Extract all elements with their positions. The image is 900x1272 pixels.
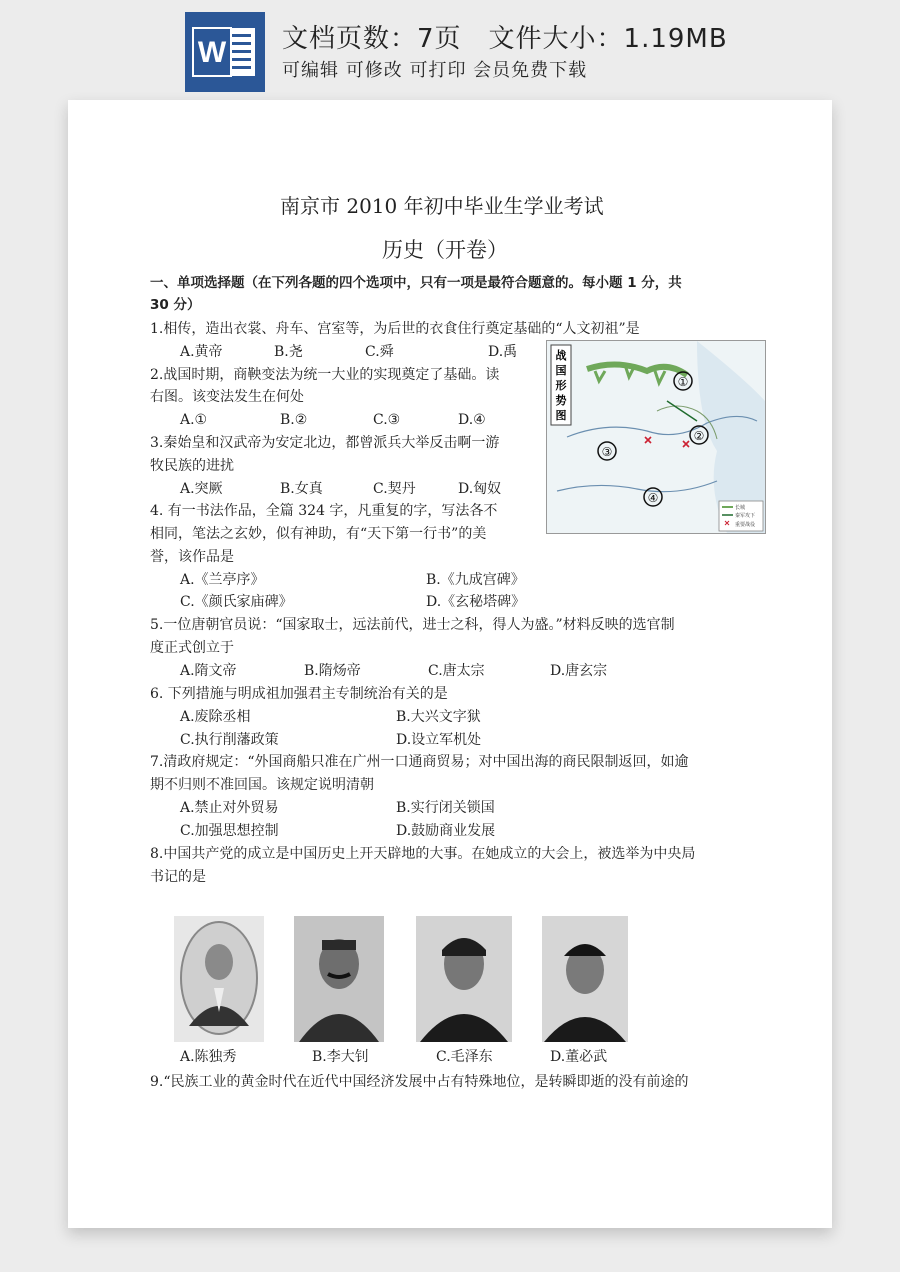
q6-option-a: A.废除丞相	[180, 709, 251, 725]
map-marker-2: ②	[693, 429, 705, 443]
section-heading: 一、单项选择题（在下列各题的四个选项中，只有一项是最符合题意的。每小题 1 分，共	[150, 275, 682, 291]
q7-option-a: A.禁止对外贸易	[180, 800, 279, 816]
document-page	[68, 100, 832, 1228]
download-banner	[0, 0, 900, 100]
word-icon-letter: W	[197, 36, 227, 69]
exam-title: 南京市 2010 年初中毕业生学业考试	[280, 194, 604, 218]
question-4-stem-end: 誉，该作品是	[150, 549, 234, 565]
question-7-stem: 7.清政府规定：“外国商船只准在广州一口通商贸易；对中国出海的商民限制返回，如逾	[150, 754, 689, 770]
portrait-chen-duxiu	[174, 916, 264, 1042]
question-6-stem: 6. 下列措施与明成祖加强君主专制统治有关的是	[150, 686, 448, 702]
section-heading-cont: 30 分）	[150, 297, 201, 313]
q2-option-d: D.④	[458, 412, 486, 428]
q4-option-a: A.《兰亭序》	[180, 572, 265, 588]
q2-option-a: A.①	[180, 412, 208, 428]
map-marker-3: ③	[601, 445, 613, 459]
question-7-stem-cont: 期不归则不准回国。该规定说明清朝	[150, 777, 374, 793]
q7-option-b: B.实行闭关锁国	[396, 800, 495, 816]
q2-option-c: C.③	[373, 412, 401, 428]
portrait-li-dazhao	[294, 916, 384, 1042]
map-legend-1: 长城	[735, 505, 746, 511]
question-2-stem-cont: 右图。该变法发生在何处	[150, 389, 304, 405]
q6-option-d: D.设立军机处	[396, 732, 482, 748]
q8-option-c: C.毛泽东	[436, 1049, 493, 1065]
question-9-stem: 9.“民族工业的黄金时代在近代中国经济发展中占有特殊地位，是转瞬即逝的没有前途的	[150, 1074, 689, 1090]
q5-option-d: D.唐玄宗	[550, 663, 608, 679]
map-title-char-3: 形	[555, 379, 567, 392]
q8-option-d: D.董必武	[550, 1049, 608, 1065]
map-title-char-4: 势	[555, 394, 567, 407]
q1-option-a: A.黄帝	[180, 344, 223, 360]
map-title-char-2: 国	[555, 364, 567, 377]
q4-option-b: B.《九成宫碑》	[426, 572, 525, 588]
q5-option-c: C.唐太宗	[428, 663, 485, 679]
portrait-mao-zedong	[416, 916, 506, 1042]
question-3-stem: 3.秦始皇和汉武帝为安定北边，都曾派兵大举反击啊一游	[150, 435, 500, 451]
map-marker-1: ①	[677, 375, 689, 389]
question-2-stem: 2.战国时期，商鞅变法为统一大业的实现奠定了基础。读	[150, 367, 500, 383]
question-4-stem: 4. 有一书法作品，全篇 324 字，凡重复的字，写法各不	[150, 503, 498, 519]
q6-option-c: C.执行削藩政策	[180, 732, 279, 748]
map-legend-2: 秦军攻下	[735, 513, 756, 519]
q1-option-d: D.禹	[488, 344, 518, 360]
q3-option-d: D.匈奴	[458, 481, 502, 497]
map-title-char-5: 图	[555, 409, 567, 422]
word-document-icon	[185, 12, 265, 92]
q7-option-c: C.加强思想控制	[180, 823, 279, 839]
q7-option-d: D.鼓励商业发展	[396, 823, 496, 839]
question-1-stem: 1.相传，造出衣裳、舟车、宫室等，为后世的衣食住行奠定基础的“人文初祖”是	[150, 321, 640, 337]
warring-states-map	[546, 340, 766, 534]
q3-option-c: C.契丹	[373, 481, 416, 497]
q6-option-b: B.大兴文字狱	[396, 709, 481, 725]
q4-option-c: C.《颜氏家庙碑》	[180, 594, 293, 610]
file-info-title: 文档页数：7页 文件大小：1.19MB	[282, 24, 728, 54]
q5-option-a: A.隋文帝	[180, 663, 237, 679]
q3-option-b: B.女真	[280, 481, 323, 497]
q8-option-a: A.陈独秀	[180, 1049, 237, 1065]
exam-subtitle: 历史（开卷）	[382, 238, 508, 262]
q1-option-b: B.尧	[274, 344, 303, 360]
q8-option-b: B.李大钊	[312, 1049, 369, 1065]
map-title-char-1: 战	[555, 349, 567, 362]
file-info-subtitle: 可编辑 可修改 可打印 会员免费下载	[282, 60, 588, 81]
q4-option-d: D.《玄秘塔碑》	[426, 594, 526, 610]
question-5-stem: 5.一位唐朝官员说：“国家取士，远法前代，进士之科，得人为盛。”材料反映的选官制	[150, 617, 675, 633]
map-legend-3: 重要战役	[735, 522, 756, 528]
question-3-stem-cont: 牧民族的进扰	[150, 458, 234, 474]
question-8-stem: 8.中国共产党的成立是中国历史上开天辟地的大事。在她成立的大会上，被选举为中央局	[150, 846, 696, 862]
q1-option-c: C.舜	[365, 344, 394, 360]
q2-option-b: B.②	[280, 412, 308, 428]
question-8-stem-cont: 书记的是	[150, 869, 206, 885]
q5-option-b: B.隋炀帝	[304, 663, 361, 679]
q3-option-a: A.突厥	[180, 481, 223, 497]
question-5-stem-cont: 度正式创立于	[150, 640, 234, 656]
portrait-dong-biwu	[542, 916, 628, 1042]
question-4-stem-cont: 相同，笔法之玄妙，似有神助，有“天下第一行书”的美	[150, 526, 487, 542]
map-marker-4: ④	[647, 491, 659, 505]
